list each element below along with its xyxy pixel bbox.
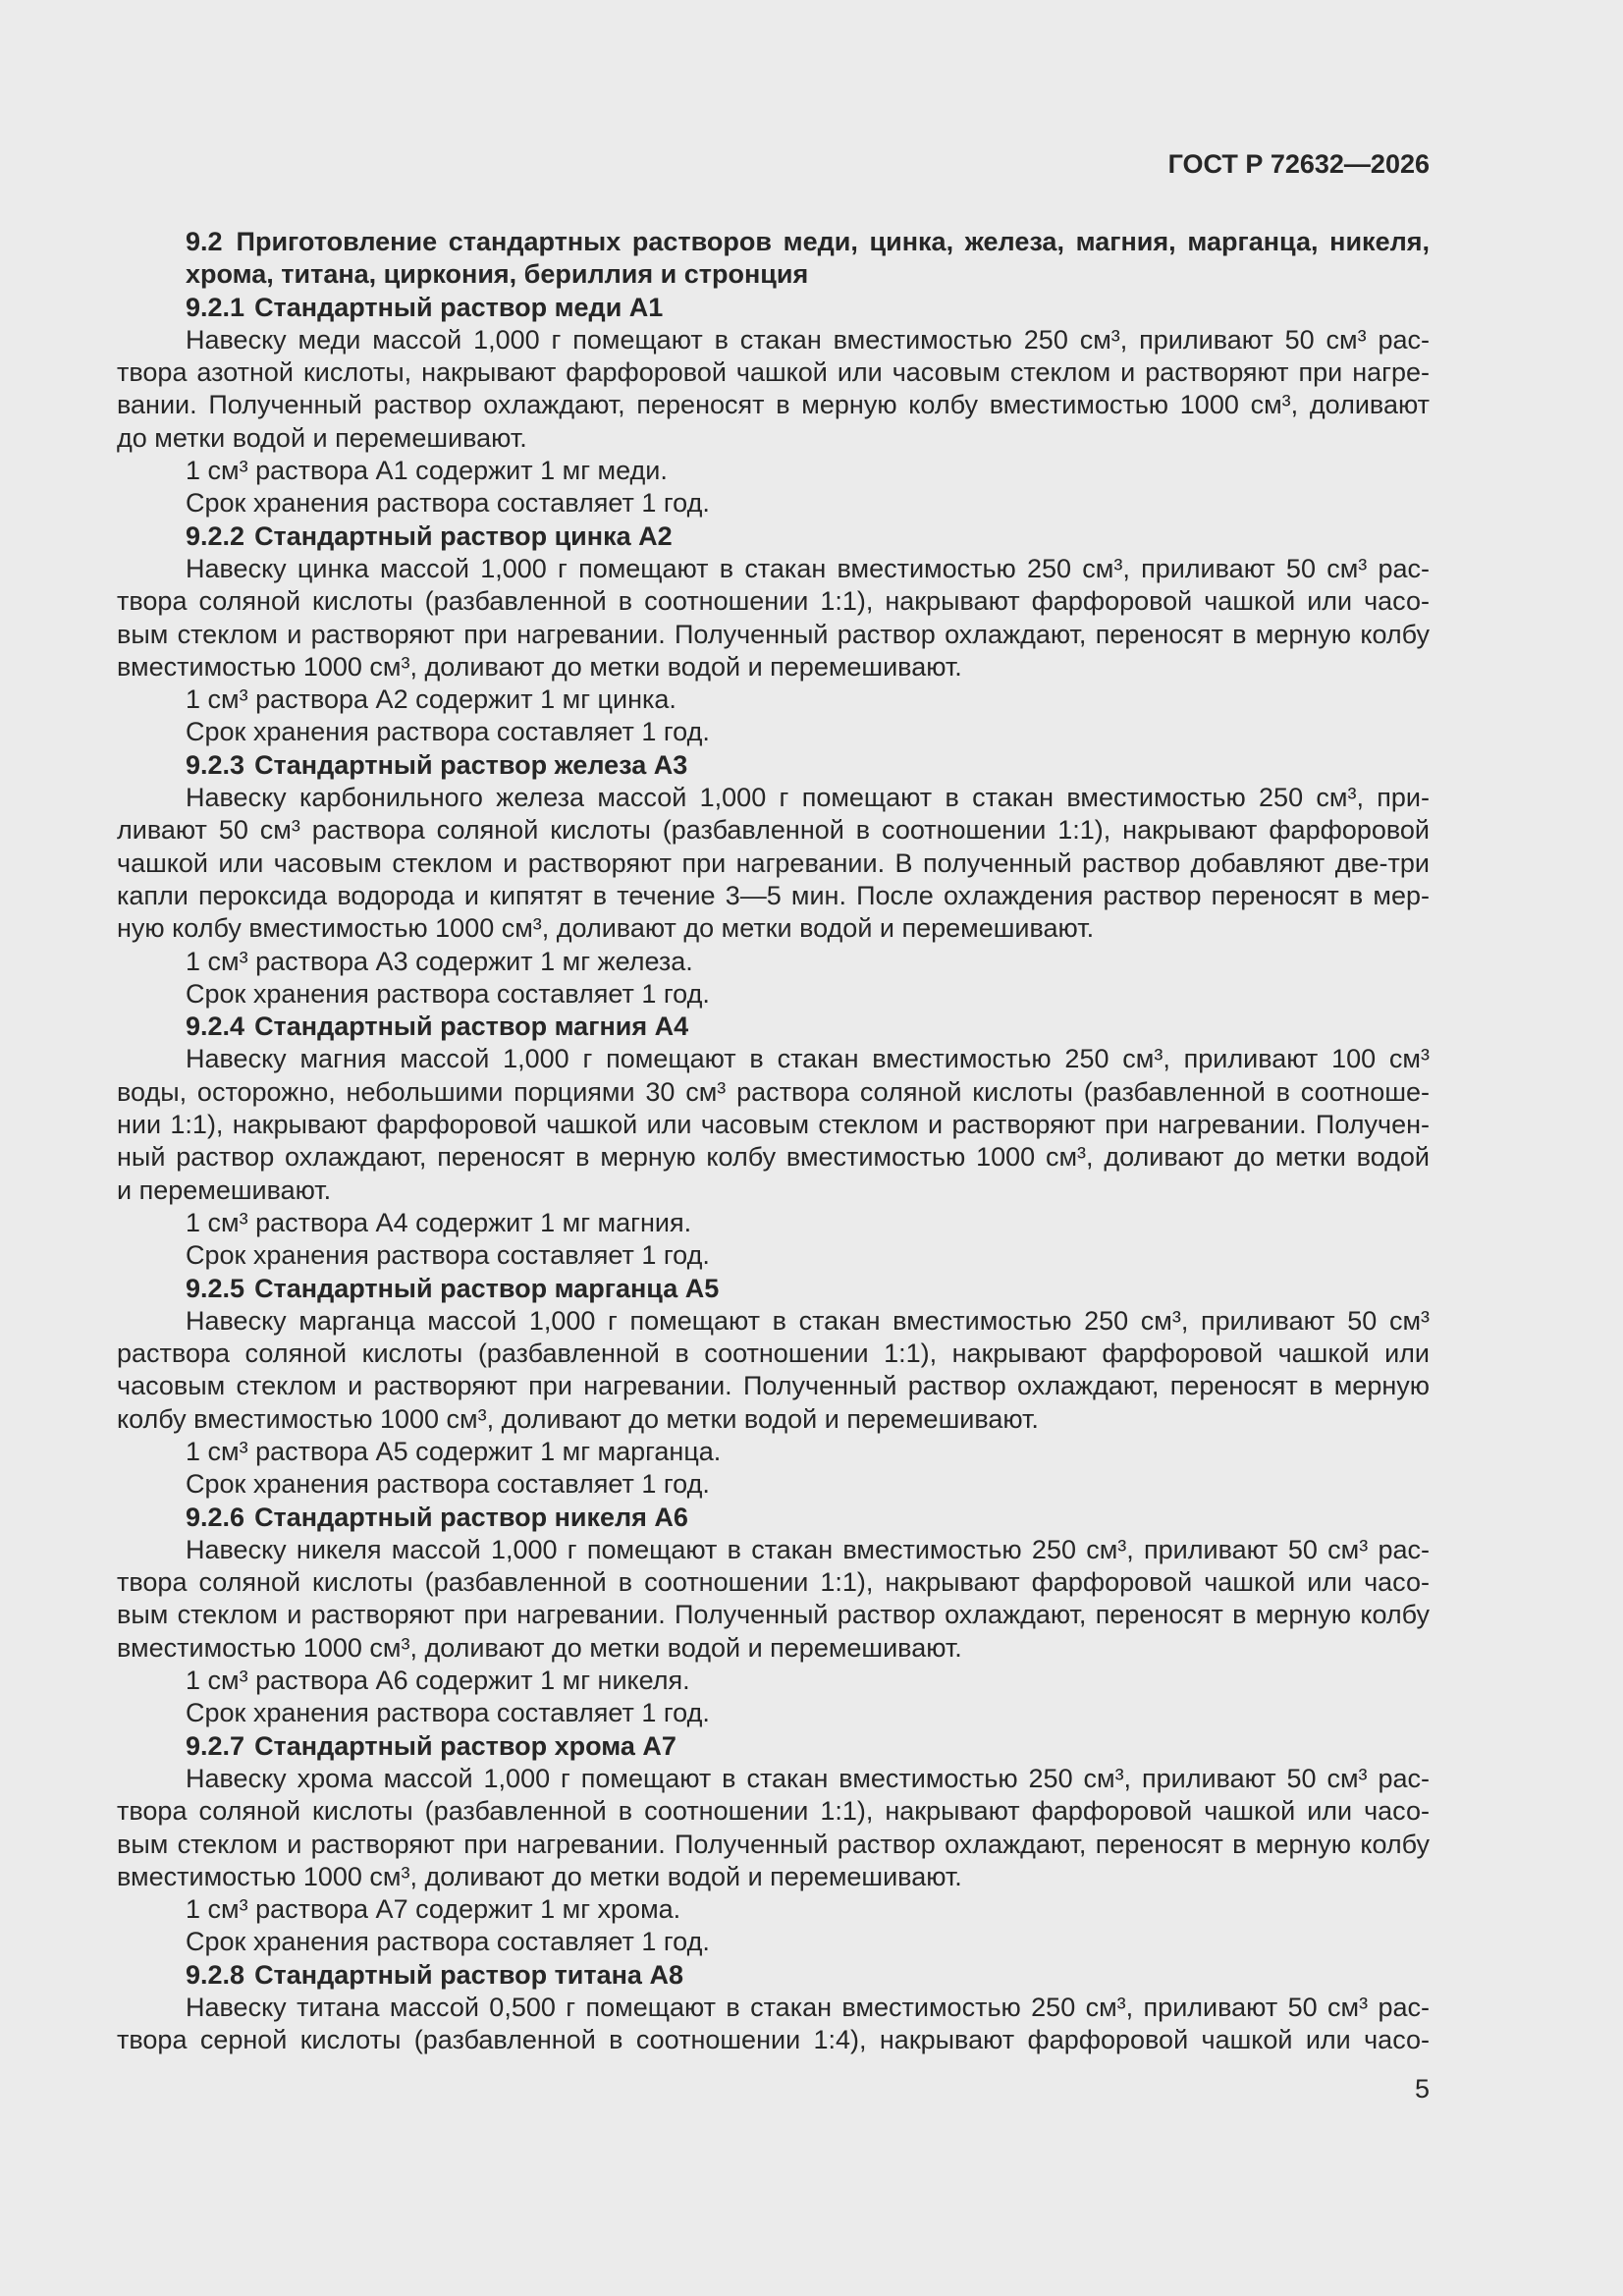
text-line: 1 см³ раствора А6 содержит 1 мг никеля.	[186, 1666, 690, 1696]
paragraph	[117, 1468, 1430, 1501]
subsection	[117, 1273, 1430, 1502]
text-line: Срок хранения раствора составляет 1 год.	[186, 978, 710, 1009]
paragraph	[117, 683, 1430, 716]
subsection-heading	[186, 292, 1430, 324]
subsection-number: 9.2.7	[186, 1730, 245, 1761]
paragraph	[117, 1239, 1430, 1272]
subsection	[117, 1502, 1430, 1730]
subsection-number: 9.2.8	[186, 1959, 245, 1990]
text-line: 1 см³ раствора А3 содержит 1 мг железа.	[186, 946, 693, 976]
subsection-title: Стандартный раствор хрома А7	[254, 1730, 676, 1761]
paragraph	[117, 1992, 1430, 2057]
text-line: вместимостью 1000 см³, доливают до метки водой и перемешивают.	[117, 1632, 962, 1663]
paragraph	[117, 1043, 1430, 1206]
section-heading-line	[186, 226, 1430, 258]
text-line: твора соляной кислоты (разбавленной в соотношении 1:1), накрывают фарфоровой чашкой или часо-	[117, 1567, 1430, 1598]
paragraph	[117, 487, 1430, 519]
text-line: твора азотной кислоты, накрывают фарфоровой чашкой или часовым стеклом и растворяют при нагре-	[117, 357, 1430, 388]
section-title-line: Приготовление стандартных растворов меди, цинка, железа, магния, марганца, никеля,	[236, 227, 1430, 256]
subsection-number: 9.2.4	[186, 1011, 245, 1042]
text-line: Навеску карбонильного железа массой 1,000 г помещают в стакан вместимостью 250 см³, при-	[186, 783, 1430, 813]
subsection-title: Стандартный раствор марганца А5	[254, 1273, 720, 1303]
section-heading	[117, 226, 1430, 292]
text-line: колбу вместимостью 1000 см³, доливают до метки водой и перемешивают.	[117, 1403, 1039, 1434]
subsection-title: Стандартный раствор меди А1	[254, 292, 664, 322]
text-line: 1 см³ раствора А5 содержит 1 мг марганца.	[186, 1436, 722, 1466]
text-line: вании. Полученный раствор охлаждают, переносят в мерную колбу вместимостью 1000 см³, доливают	[117, 390, 1430, 420]
text-line: Срок хранения раствора составляет 1 год.	[186, 1927, 710, 1957]
text-line: Навеску меди массой 1,000 г помещают в стакан вместимостью 250 см³, приливают 50 см³ рас-	[186, 324, 1430, 355]
text-line: вым стеклом и растворяют при нагревании. Полученный раствор охлаждают, переносят в мерную колбу	[117, 1829, 1430, 1859]
text-line: капли пероксида водорода и кипятят в течение 3—5 мин. После охлаждения раствор переносят в мер-	[117, 880, 1430, 910]
subsection-heading	[186, 520, 1430, 553]
text-line: Срок хранения раствора составляет 1 год.	[186, 1698, 710, 1728]
document-code-header: ГОСТ Р 72632—2026	[1167, 149, 1430, 179]
text-line: ливают 50 см³ раствора соляной кислоты (разбавленной в соотношении 1:1), накрывают фарфоровой	[117, 815, 1430, 846]
document-body	[117, 226, 1430, 2057]
text-line: Навеску марганца массой 1,000 г помещают в стакан вместимостью 250 см³, приливают 50 см³	[186, 1305, 1430, 1336]
subsection-title: Стандартный раствор никеля А6	[254, 1502, 688, 1532]
subsection	[117, 292, 1430, 520]
paragraph	[117, 1207, 1430, 1239]
text-line: твора соляной кислоты (разбавленной в соотношении 1:1), накрывают фарфоровой чашкой или часо-	[117, 586, 1430, 617]
subsection	[117, 520, 1430, 749]
subsection	[117, 1959, 1430, 2057]
text-line: Навеску хрома массой 1,000 г помещают в стакан вместимостью 250 см³, приливают 50 см³ рас-	[186, 1763, 1430, 1793]
subsection	[117, 1011, 1430, 1272]
paragraph	[117, 1436, 1430, 1468]
text-line: Навеску титана массой 0,500 г помещают в стакан вместимостью 250 см³, приливают 50 см³ рас-	[186, 1993, 1430, 2023]
subsection-heading	[186, 1959, 1430, 1992]
paragraph	[117, 978, 1430, 1011]
text-line: Навеску цинка массой 1,000 г помещают в стакан вместимостью 250 см³, приливают 50 см³ рас-	[186, 553, 1430, 583]
page-number: 5	[1414, 2074, 1430, 2104]
paragraph	[117, 1534, 1430, 1665]
paragraph	[117, 1697, 1430, 1729]
subsection-number: 9.2.6	[186, 1502, 245, 1532]
paragraph	[117, 1665, 1430, 1697]
subsection-number: 9.2.3	[186, 749, 245, 780]
text-line: твора соляной кислоты (разбавленной в соотношении 1:1), накрывают фарфоровой чашкой или часо-	[117, 1796, 1430, 1827]
subsection-heading	[186, 1273, 1430, 1305]
text-line: ный раствор охлаждают, переносят в мерную колбу вместимостью 1000 см³, доливают до метки водой	[117, 1142, 1430, 1173]
subsection-title: Стандартный раствор железа А3	[254, 749, 688, 780]
subsection-heading	[186, 1011, 1430, 1043]
section-number: 9.2	[186, 227, 223, 256]
text-line: вым стеклом и растворяют при нагревании. Полученный раствор охлаждают, переносят в мерную колбу	[117, 1600, 1430, 1630]
text-line: до метки водой и перемешивают.	[117, 422, 527, 453]
text-line: нии 1:1), накрывают фарфоровой чашкой или часовым стеклом и растворяют при нагревании. Получен-	[117, 1110, 1430, 1140]
text-line: вым стеклом и растворяют при нагревании. Полученный раствор охлаждают, переносят в мерную колбу	[117, 619, 1430, 649]
text-line: и перемешивают.	[117, 1175, 332, 1205]
subsection-title: Стандартный раствор цинка А2	[254, 520, 673, 551]
paragraph	[117, 1763, 1430, 1893]
subsection-heading	[186, 749, 1430, 782]
subsection	[117, 1730, 1430, 1959]
subsection-heading	[186, 1502, 1430, 1534]
text-line: вместимостью 1000 см³, доливают до метки водой и перемешивают.	[117, 651, 962, 682]
text-line: раствора соляной кислоты (разбавленной в соотношении 1:1), накрывают фарфоровой чашкой или	[117, 1339, 1430, 1369]
paragraph	[117, 946, 1430, 978]
text-line: Навеску магния массой 1,000 г помещают в стакан вместимостью 250 см³, приливают 100 см³	[186, 1044, 1430, 1074]
paragraph	[117, 1893, 1430, 1926]
paragraph	[117, 1926, 1430, 1958]
text-line: Навеску никеля массой 1,000 г помещают в стакан вместимостью 250 см³, приливают 50 см³ рас-	[186, 1534, 1430, 1564]
paragraph	[117, 782, 1430, 945]
text-line: 1 см³ раствора А1 содержит 1 мг меди.	[186, 456, 668, 486]
paragraph	[117, 324, 1430, 455]
text-line: 1 см³ раствора А4 содержит 1 мг магния.	[186, 1207, 692, 1237]
text-line: Срок хранения раствора составляет 1 год.	[186, 488, 710, 519]
subsection	[117, 749, 1430, 1011]
text-line: часовым стеклом и растворяют при нагревании. Полученный раствор охлаждают, переносят в мерную	[117, 1371, 1430, 1401]
subsection-title: Стандартный раствор титана А8	[254, 1959, 683, 1990]
section-title-line: хрома, титана, циркония, бериллия и стронция	[186, 259, 809, 290]
text-line: 1 см³ раствора А2 содержит 1 мг цинка.	[186, 684, 676, 715]
text-line: чашкой или часовым стеклом и растворяют при нагревании. В полученный раствор добавляют две-три	[117, 847, 1430, 878]
text-line: Срок хранения раствора составляет 1 год.	[186, 1469, 710, 1500]
text-line: твора серной кислоты (разбавленной в соотношении 1:4), накрывают фарфоровой чашкой или часо-	[117, 2025, 1430, 2055]
subsection-number: 9.2.2	[186, 520, 245, 551]
subsection-heading	[186, 1730, 1430, 1763]
subsection-number: 9.2.5	[186, 1273, 245, 1303]
text-line: воды, осторожно, небольшими порциями 30 см³ раствора соляной кислоты (разбавленной в соотноше-	[117, 1076, 1430, 1107]
paragraph	[117, 1305, 1430, 1436]
subsection-title: Стандартный раствор магния А4	[254, 1011, 689, 1042]
text-line: ную колбу вместимостью 1000 см³, доливают до метки водой и перемешивают.	[117, 913, 1095, 944]
paragraph	[117, 455, 1430, 487]
paragraph	[117, 553, 1430, 683]
text-line: 1 см³ раствора А7 содержит 1 мг хрома.	[186, 1894, 681, 1925]
subsection-number: 9.2.1	[186, 292, 245, 322]
text-line: Срок хранения раствора составляет 1 год.	[186, 717, 710, 747]
paragraph	[117, 716, 1430, 748]
text-line: Срок хранения раствора составляет 1 год.	[186, 1240, 710, 1271]
text-line: вместимостью 1000 см³, доливают до метки водой и перемешивают.	[117, 1861, 962, 1891]
